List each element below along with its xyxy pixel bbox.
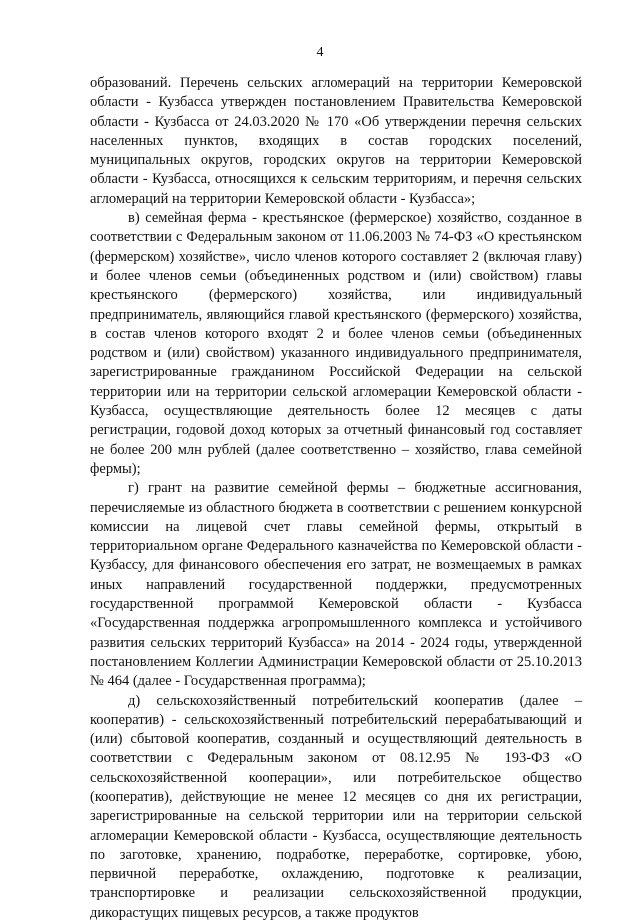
paragraph-item-g-grant: г) грант на развитие семейной фермы – бюджетные ассигнования, перечисляемые из областного бюджета в соответствии с решением конкурсной комиссии на лицевой счет главы семейной фермы, открытый в территориальном органе Федерального казначейства по Кемеровской области - Кузбассу, для финансового обеспечения его затрат, не возмещаемых в рамках иных направлений государственной поддержки, предусмотренных государственной программой Кемеровской области - Кузбасса «Государственная поддержка агропромышленного комплекса и устойчивого развития сельских территорий Кузбасса» на 2014 - 2024 годы, утвержденной постановлением Коллегии Администрации Кемеровской области от 25.10.2013 № 464 (далее - Государственная программа); [90, 479, 582, 691]
paragraph-item-v-family-farm: в) семейная ферма - крестьянское (фермерское) хозяйство, созданное в соответствии с Федеральным законом от 11.06.2003 № 74-ФЗ «О крестьянском (фермерском) хозяйстве», число членов которого составляет 2 (включая главу) и более членов семьи (объединенных родством и (или) свойством) главы крестьянского (фермерского) хозяйства, или индивидуальный предприниматель, являющийся главой крестьянского (фермерского) хозяйства, в состав членов которого входят 2 и более членов семьи (объединенных родством и (или) свойством) указанного индивидуального предпринимателя, зарегистрированные гражданином Российской Федерации на сельской территории или на территории сельской агломерации Кемеровской области - Кузбасса, осуществляющие деятельность более 12 месяцев с даты регистрации, годовой доход которых за отчетный финансовый год составляет не более 200 млн рублей (далее соответственно – хозяйство, глава семейной фермы); [90, 209, 582, 479]
page-number: 4 [0, 44, 640, 62]
paragraph-continuation: образований. Перечень сельских агломераций на территории Кемеровской области - Кузбасса утвержден постановлением Правительства Кемеровской области - Кузбасса от 24.03.2020 № 170 «Об утверждении перечня сельских населенных пунктов, входящих в состав городских поселений, муниципальных округов, городских округов на территории Кемеровской области - Кузбасса, относящихся к сельским территориям, и перечня сельских агломераций на территории Кемеровской области - Кузбасса»; [90, 74, 582, 209]
document-body [90, 74, 582, 923]
paragraph-item-d-cooperative: д) сельскохозяйственный потребительский кооператив (далее – кооператив) - сельскохозяйственный потребительский перерабатывающий и (или) сбытовой кооператив, созданный и осуществляющий деятельность в соответствии с Федеральным законом от 08.12.95 № 193-ФЗ «О сельскохозяйственной кооперации», или потребительское общество (кооператив), действующие не менее 12 месяцев со дня их регистрации, зарегистрированные на сельской территории или на территории сельской агломерации Кемеровской области - Кузбасса, осуществляющие деятельность по заготовке, хранению, подработке, переработке, сортировке, убою, первичной переработке, охлаждению, подготовке к реализации, транспортировке и реализации сельскохозяйственной продукции, дикорастущих пищевых ресурсов, а также продуктов [90, 692, 582, 923]
